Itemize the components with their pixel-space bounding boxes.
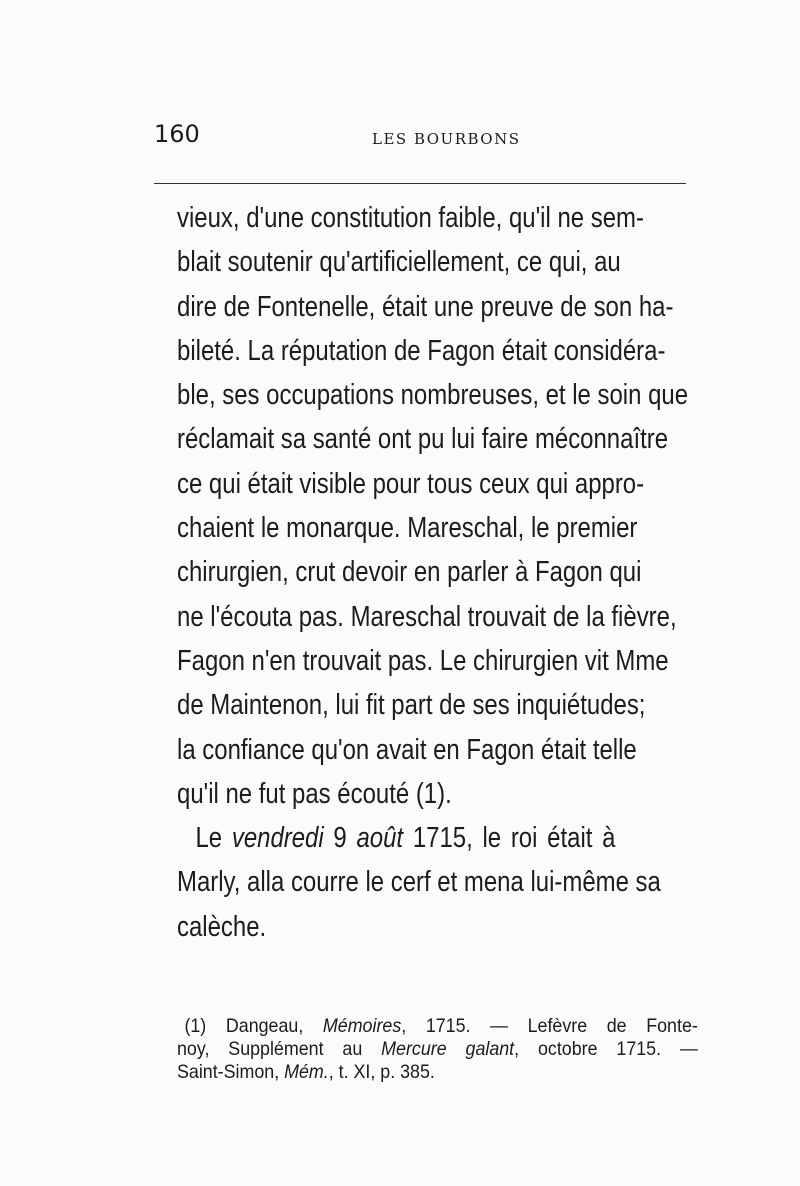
text-segment: 1715, le roi était à xyxy=(403,822,616,855)
text-line xyxy=(177,816,615,860)
body-text xyxy=(177,196,689,949)
italic-word: août xyxy=(356,822,404,855)
text-line: ne l'écouta pas. Mareschal trouvait de la fièvre, xyxy=(177,600,677,633)
text-line: Fagon n'en trouvait pas. Le chirurgien vit Mme xyxy=(177,644,669,677)
running-head: LES BOURBONS xyxy=(372,130,521,148)
text-line: Marly, alla courre le cerf et mena lui-même sa xyxy=(177,866,661,899)
text-segment: Le xyxy=(195,822,232,855)
text-segment: Saint-Simon, xyxy=(177,1062,285,1083)
italic-title: Mercure galant xyxy=(381,1039,515,1060)
text-segment: , t. XI, p. 385. xyxy=(328,1062,435,1083)
text-line: qu'il ne fut pas écouté (1). xyxy=(177,777,452,810)
text-segment: , 1715. — Lefèvre de Fonte- xyxy=(401,1016,698,1037)
page-header xyxy=(154,120,686,160)
footnote-line xyxy=(177,1015,698,1038)
text-line: blait soutenir qu'artificiellement, ce qui, au xyxy=(177,246,621,279)
text-segment: , octobre 1715. — xyxy=(514,1039,698,1060)
footnote-line xyxy=(177,1061,698,1084)
text-line: bileté. La réputation de Fagon était considéra- xyxy=(177,334,666,367)
text-line: de Maintenon, lui fit part de ses inquiétudes; xyxy=(177,689,646,722)
text-line: vieux, d'une constitution faible, qu'il ne sem- xyxy=(177,202,644,234)
italic-word: vendredi xyxy=(231,822,324,855)
text-segment: noy, Supplément au xyxy=(177,1039,382,1060)
text-segment: 9 xyxy=(323,822,357,855)
text-line: la confiance qu'on avait en Fagon était telle xyxy=(177,733,637,766)
text-line: ce qui était visible pour tous ceux qui appro- xyxy=(177,467,645,500)
text-line: calèche. xyxy=(177,910,267,943)
text-line: dire de Fontenelle, était une preuve de son ha- xyxy=(177,290,674,323)
text-line: ble, ses occupations nombreuses, et le soin que xyxy=(177,379,689,412)
italic-title: Mémoires xyxy=(322,1016,402,1037)
footnote xyxy=(177,1015,698,1084)
page-number: 160 xyxy=(154,120,200,148)
text-line: chirurgien, crut devoir en parler à Fagon qui xyxy=(177,556,642,589)
italic-title: Mém. xyxy=(284,1062,329,1083)
footnote-line xyxy=(177,1038,698,1061)
header-rule xyxy=(154,183,686,184)
text-line: chaient le monarque. Mareschal, le premier xyxy=(177,512,638,545)
text-segment: (1) Dangeau, xyxy=(184,1016,323,1037)
text-line: réclamait sa santé ont pu lui faire méconnaître xyxy=(177,423,669,456)
